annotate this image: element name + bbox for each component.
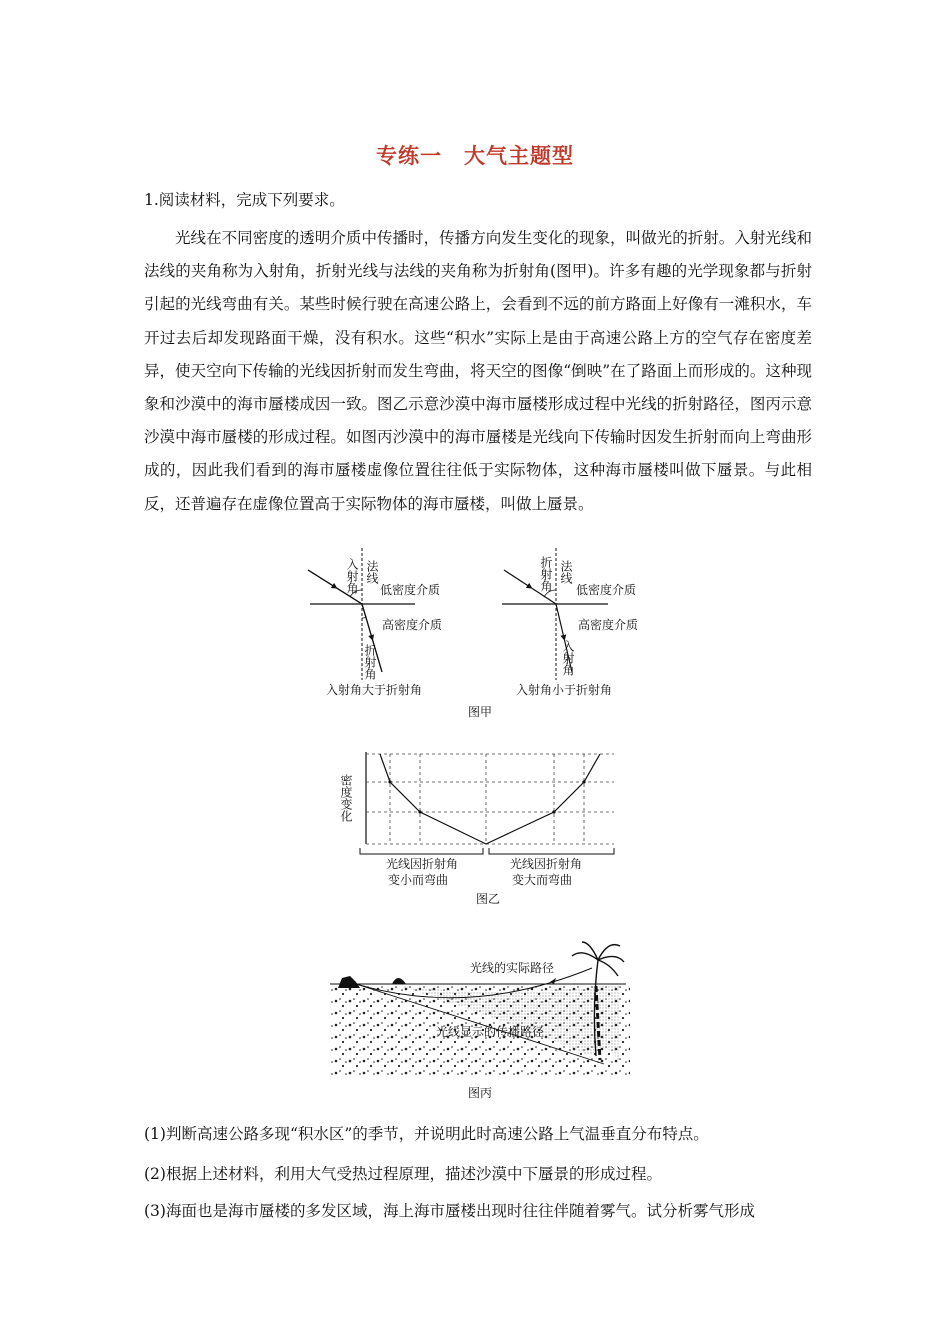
low-density-label: 低密度介质 — [576, 583, 637, 597]
left-caption-line1: 光线因折射角 — [386, 857, 459, 871]
material-paragraph: 光线在不同密度的透明介质中传播时，传播方向发生变化的现象，叫做光的折射。入射光线和法线的夹角称为入射角，折射光线与法线的夹角称为折射角(图甲)。许多有趣的光学现象都与折射引起的光线弯曲有关。某些时候行驶在高速公路上，会看到不远的前方路面上好像有一滩积水，车开过去后却发现路面干燥，没有积水。这些“积水”实际上是由于高速公路上方的空气存在密度差异，使天空向下传输的光线因折射而发生弯曲，将天空的图像“倒映”在了路面上而形成的。这种现象和沙漠中的海市蜃楼成因一致。图乙示意沙漠中海市蜃楼形成过程中光线的折射路径，图丙示意沙漠中海市蜃楼的形成过程。如图丙沙漠中的海市蜃楼是光线向下传输时因发生折射而向上弯曲形成的，因此我们看到的海市蜃楼虚像位置往往低于实际物体，这种海市蜃楼叫做下蜃景。与此相反，还普遍存在虚像位置高于实际物体的海市蜃楼，叫做上蜃景。 — [144, 229, 812, 513]
diagram-incident-greater — [308, 548, 442, 697]
normal-label: 法线 — [365, 560, 379, 584]
left-caption-line2: 变小而弯曲 — [388, 873, 449, 887]
figure-jia — [290, 540, 660, 729]
page-title: 专练一 大气主题型 — [376, 143, 574, 168]
figure-label: 图乙 — [476, 892, 501, 906]
subquestion-2: (2)根据上述材料，利用大气受热过程原理，描述沙漠中下蜃景的形成过程。 — [144, 1165, 662, 1183]
high-density-label: 高密度介质 — [578, 618, 639, 632]
actual-path-label: 光线的实际路径 — [470, 961, 555, 975]
right-caption-line1: 光线因折射角 — [510, 857, 583, 871]
bracket-left — [360, 848, 483, 854]
caption-right: 入射角小于折射角 — [516, 683, 613, 697]
shown-path-label: 光线显示的传播路径 — [436, 1025, 545, 1039]
figure-yi — [338, 748, 628, 912]
figure-bing — [320, 938, 640, 1107]
grid-lines — [366, 754, 614, 844]
low-density-label: 低密度介质 — [380, 583, 441, 597]
diagram-incident-smaller — [502, 548, 638, 697]
bracket-right — [489, 848, 614, 854]
ray-path — [380, 754, 600, 844]
rock-icon — [392, 978, 406, 984]
refraction-angle-label: 折射角 — [363, 644, 377, 680]
ray-markers — [388, 780, 585, 813]
refraction-angle-label: 折射角 — [539, 556, 553, 592]
question-heading: 1.阅读材料，完成下列要求。 — [144, 191, 345, 209]
incident-angle-label: 入射角 — [561, 640, 575, 676]
subquestion-1: (1)判断高速公路多现“积水区”的季节，并说明此时高速公路上气温垂直分布特点。 — [144, 1125, 709, 1143]
normal-label: 法线 — [559, 560, 573, 584]
subquestion-3: (3)海面也是海市蜃楼的多发区域，海上海市蜃楼出现时往往伴随着雾气。试分析雾气形成 — [144, 1202, 755, 1220]
figure-label: 图甲 — [468, 705, 493, 719]
observer-icon — [338, 976, 360, 988]
figure-label: 图丙 — [468, 1086, 493, 1100]
y-axis-label: 密度变化 — [339, 774, 353, 822]
incident-angle-label: 入射角 — [345, 558, 359, 594]
high-density-label: 高密度介质 — [382, 618, 443, 632]
caption-left: 入射角大于折射角 — [326, 683, 423, 697]
right-caption-line2: 变大而弯曲 — [512, 873, 573, 887]
